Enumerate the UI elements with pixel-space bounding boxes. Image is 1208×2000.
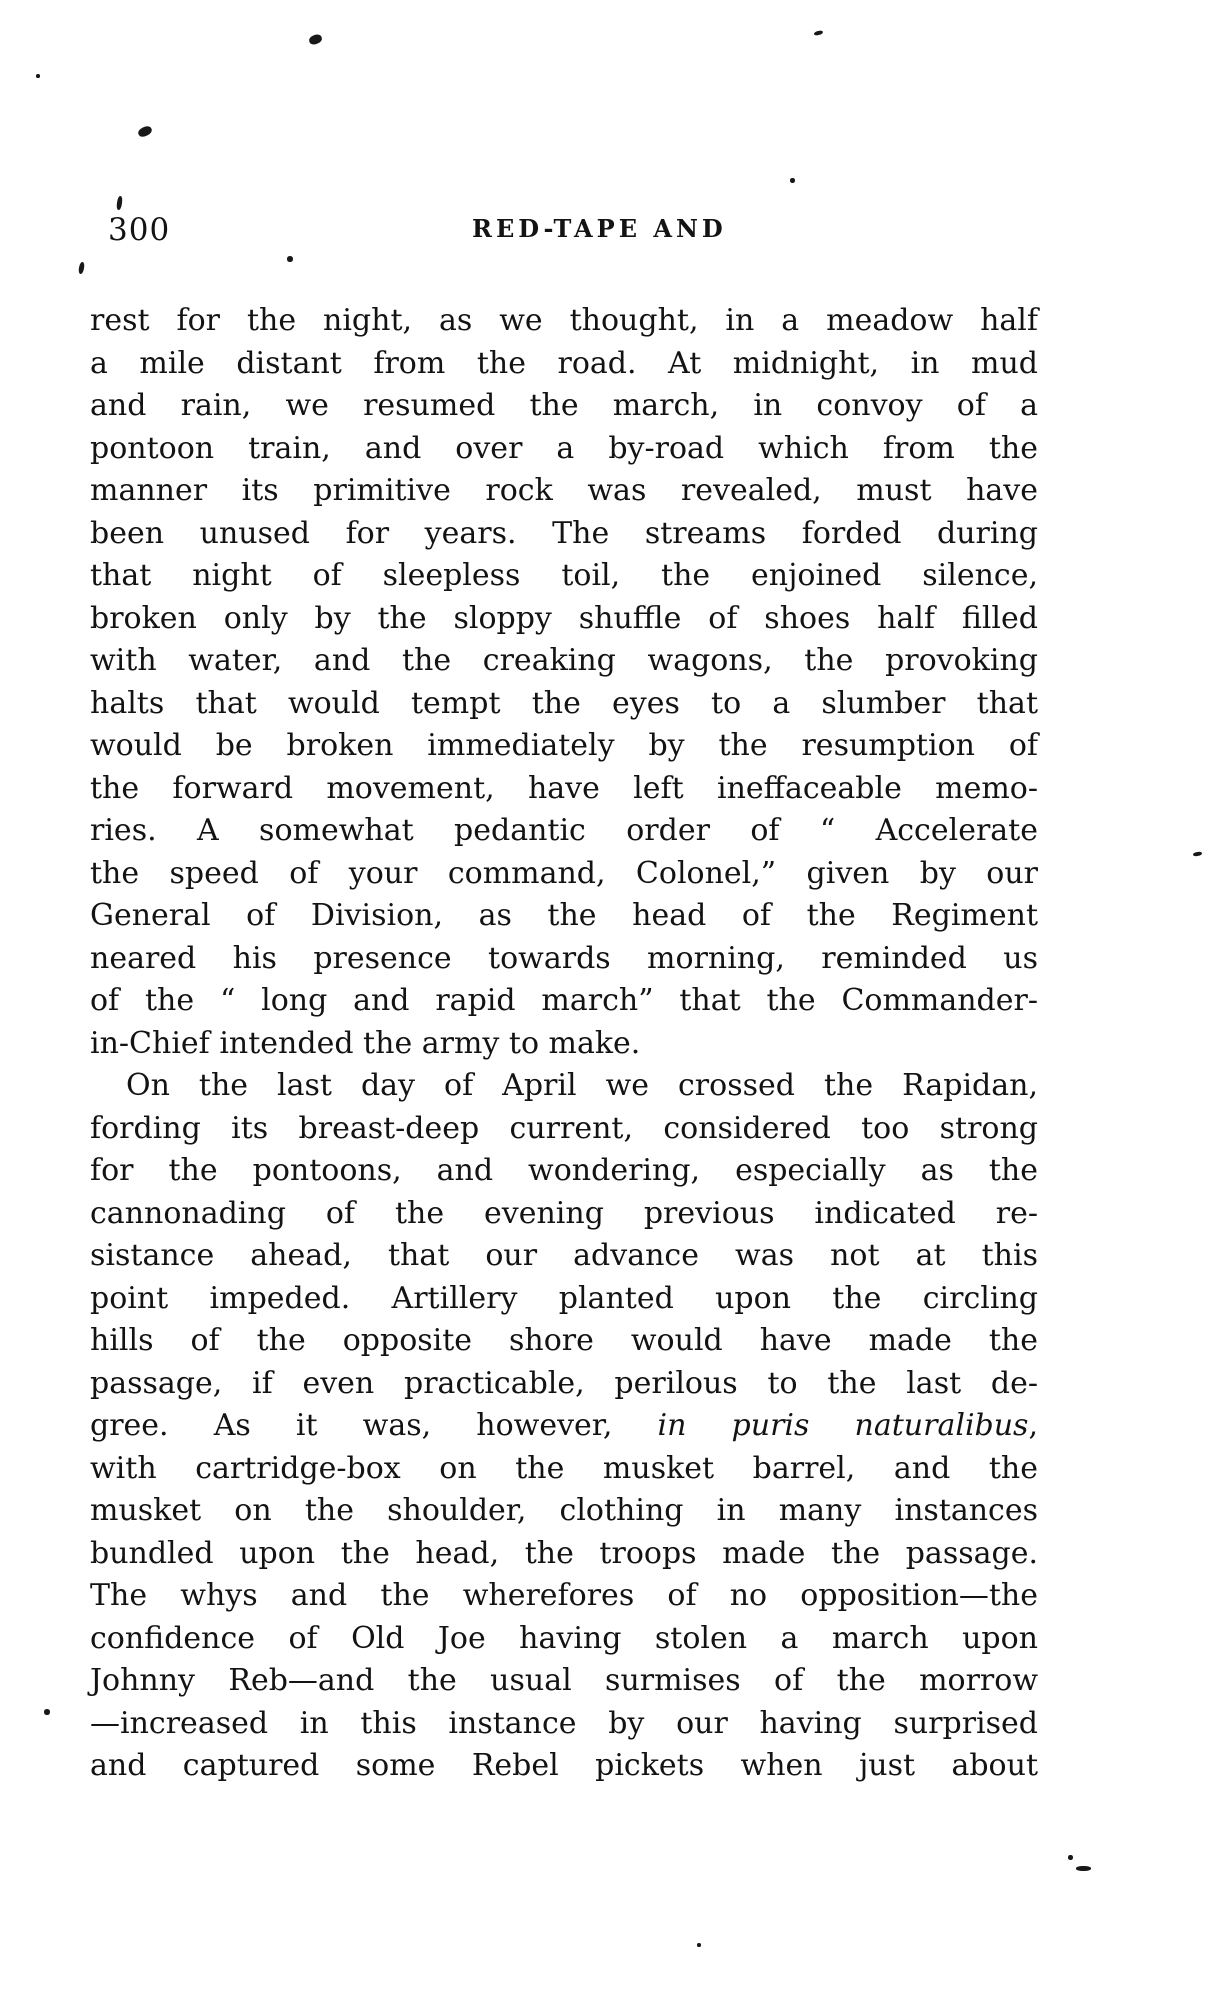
scan-speck: [1193, 851, 1203, 857]
text-line: of the “ long and rapid march” that the Commander-: [90, 983, 1038, 1018]
text-line: neared his presence towards morning, reminded us: [90, 940, 1038, 976]
text-line: broken only by the sloppy shuffle of shoes half filled: [90, 600, 1038, 636]
scan-speck: [308, 33, 323, 46]
text-line: been unused for years. The streams forded during: [90, 515, 1038, 551]
scan-speck: [78, 262, 85, 275]
text-line: gree. As it was, however, in puris naturalibus,: [90, 1408, 1039, 1443]
text-line: the speed of your command, Colonel,” given by our: [90, 855, 1038, 891]
text-line: that night of sleepless toil, the enjoined silence,: [90, 558, 1038, 593]
text-line: fording its breast-deep current, considered too strong: [90, 1110, 1038, 1146]
scan-speck: [814, 30, 824, 36]
text-line: would be broken immediately by the resumption of: [90, 728, 1038, 763]
scan-speck: [1076, 1866, 1091, 1871]
page-number: 300: [108, 212, 171, 248]
text-line: General of Division, as the head of the Regiment: [90, 898, 1038, 933]
text-line: manner its primitive rock was revealed, must have: [90, 473, 1038, 508]
text-line: musket on the shoulder, clothing in many instances: [90, 1493, 1038, 1528]
text-line: point impeded. Artillery planted upon the circling: [90, 1280, 1038, 1316]
text-line: cannonading of the evening previous indicated re-: [90, 1195, 1038, 1231]
text-line: with cartridge-box on the musket barrel, and the: [90, 1450, 1038, 1486]
text-line: Johnny Reb—and the usual surmises of the morrow: [90, 1663, 1038, 1698]
running-header: RED-TAPE AND: [472, 214, 727, 243]
text-line: for the pontoons, and wondering, especially as the: [90, 1153, 1038, 1188]
text-line: halts that would tempt the eyes to a slumber that: [90, 685, 1038, 721]
text-line: and rain, we resumed the march, in convoy of a: [90, 388, 1038, 423]
text-line: the forward movement, have left ineffaceable memo-: [90, 770, 1038, 806]
text-line: sistance ahead, that our advance was not at this: [90, 1238, 1038, 1273]
scan-speck: [790, 178, 795, 183]
text-line: confidence of Old Joe having stolen a march upon: [90, 1620, 1038, 1656]
text-line: passage, if even practicable, perilous to the last de-: [90, 1365, 1038, 1401]
scan-speck: [287, 256, 293, 262]
text-line: bundled upon the head, the troops made the passage.: [90, 1535, 1038, 1571]
text-line: and captured some Rebel pickets when just about: [90, 1748, 1038, 1783]
text-line: ries. A somewhat pedantic order of “ Accelerate: [90, 813, 1038, 848]
text-line: pontoon train, and over a by-road which from the: [90, 430, 1038, 466]
text-line: —increased in this instance by our having surprised: [90, 1705, 1038, 1741]
text-line: hills of the opposite shore would have made the: [90, 1323, 1038, 1358]
scan-speck: [1068, 1855, 1073, 1860]
text-line: rest for the night, as we thought, in a meadow half: [90, 303, 1038, 338]
scan-speck: [36, 74, 40, 78]
text-line: On the last day of April we crossed the Rapidan,: [126, 1068, 1038, 1103]
text-line: The whys and the wherefores of no opposition—the: [90, 1578, 1038, 1613]
text-line: in-Chief intended the army to make.: [90, 1025, 641, 1061]
scan-speck: [137, 124, 153, 138]
scan-speck: [697, 1943, 701, 1947]
page-body: [90, 300, 1038, 1788]
text-line: a mile distant from the road. At midnight, in mud: [90, 345, 1038, 381]
scan-speck: [44, 1709, 50, 1715]
scan-speck: [116, 196, 123, 211]
text-line: with water, and the creaking wagons, the provoking: [90, 643, 1038, 678]
